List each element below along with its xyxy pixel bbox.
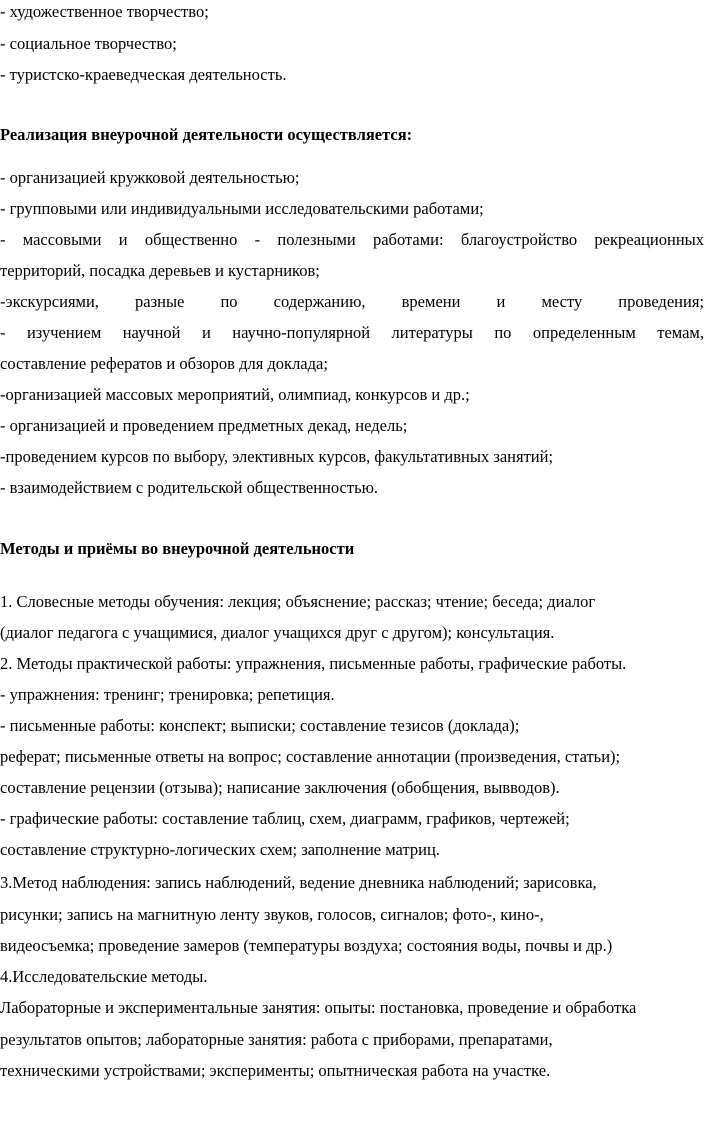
paragraph-line: реферат; письменные ответы на вопрос; составление аннотации (произведения, статьи); <box>0 747 621 766</box>
list-item: - туристско-краеведческая деятельность. <box>0 65 287 84</box>
list-item: - групповыми или индивидуальными исследовательскими работами; <box>0 199 484 218</box>
paragraph-line: (диалог педагога с учащимися, диалог учащихся друг с другом); консультация. <box>0 623 555 642</box>
paragraph-line: составление рецензии (отзыва); написание заключения (обобщения, вывводов). <box>0 778 560 797</box>
paragraph-line: результатов опытов; лабораторные занятия: работа с приборами, препаратами, <box>0 1030 553 1049</box>
paragraph-line: - письменные работы: конспект; выписки; составление тезисов (доклада); <box>0 716 520 735</box>
paragraph-line: техническими устройствами; эксперименты; опытническая работа на участке. <box>0 1061 551 1080</box>
list-item: -организацией массовых мероприятий, олимпиад, конкурсов и др.; <box>0 385 470 404</box>
list-item: территорий, посадка деревьев и кустарников; <box>0 261 320 280</box>
paragraph-line: - упражнения: тренинг; тренировка; репетиция. <box>0 685 335 704</box>
paragraph-line: Лабораторные и экспериментальные занятия: опыты: постановка, проведение и обработка <box>0 998 637 1017</box>
paragraph-line: составление структурно-логических схем; заполнение матриц. <box>0 840 440 859</box>
list-item: - организацией и проведением предметных декад, недель; <box>0 416 408 435</box>
list-item: - изучением научной и научно-популярной литературы по определенным темам, <box>0 323 704 342</box>
list-item: - массовыми и общественно - полезными работами: благоустройство рекреационных <box>0 230 704 249</box>
section-heading-implementation: Реализация внеурочной деятельности осуществляется: <box>0 125 413 144</box>
paragraph-line: видеосъемка; проведение замеров (температуры воздуха; состояния воды, почвы и др.) <box>0 936 613 955</box>
paragraph-line: 4.Исследовательские методы. <box>0 967 208 986</box>
paragraph-line: - графические работы: составление таблиц, схем, диаграмм, графиков, чертежей; <box>0 809 570 828</box>
paragraph-line: 1. Словесные методы обучения: лекция; объяснение; рассказ; чтение; беседа; диалог <box>0 592 596 611</box>
list-item: - социальное творчество; <box>0 34 177 53</box>
list-item: -проведением курсов по выбору, элективных курсов, факультативных занятий; <box>0 447 554 466</box>
list-item: - художественное творчество; <box>0 2 209 21</box>
list-item: - взаимодействием с родительской общественностью. <box>0 478 379 497</box>
list-item: - организацией кружковой деятельностью; <box>0 168 300 187</box>
paragraph-line: рисунки; запись на магнитную ленту звуков, голосов, сигналов; фото-, кино-, <box>0 905 544 924</box>
list-item: составление рефератов и обзоров для доклада; <box>0 354 328 373</box>
list-item: -экскурсиями, разные по содержанию, времени и месту проведения; <box>0 292 704 311</box>
section-heading-methods: Методы и приёмы во внеурочной деятельности <box>0 539 355 558</box>
paragraph-line: 3.Метод наблюдения: запись наблюдений, ведение дневника наблюдений; зарисовка, <box>0 873 597 892</box>
paragraph-line: 2. Методы практической работы: упражнения, письменные работы, графические работы. <box>0 654 627 673</box>
